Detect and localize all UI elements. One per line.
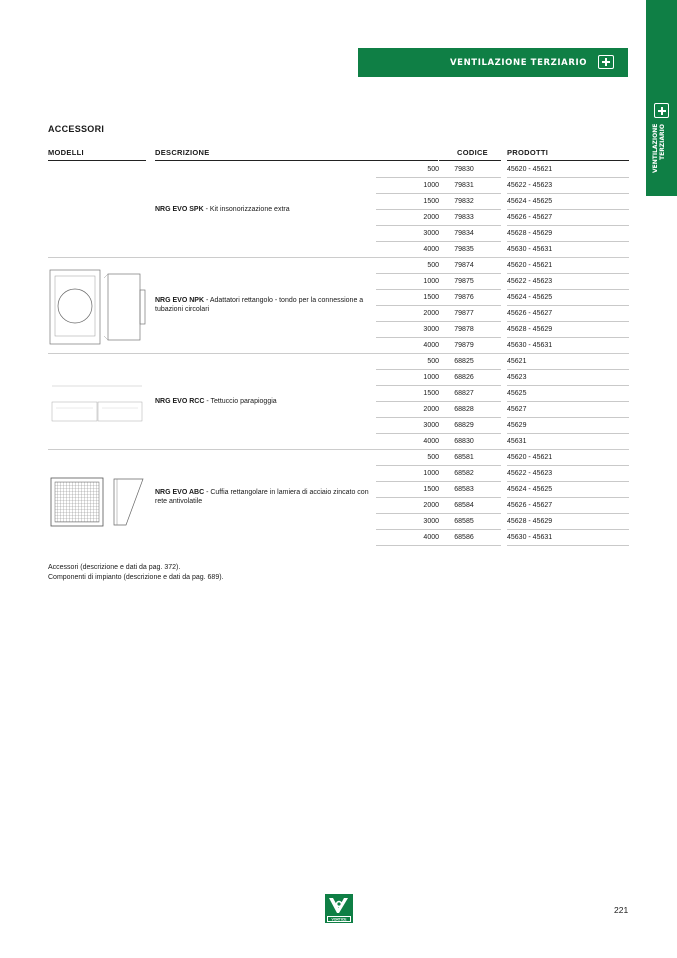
table-row [376, 386, 629, 402]
table-row [376, 194, 629, 210]
code-cell: 68584 [454, 502, 474, 509]
table-row [376, 466, 629, 482]
code-cell: 68830 [454, 438, 474, 445]
code-cell: 79876 [454, 294, 474, 301]
section-banner [358, 48, 628, 77]
size-cell: 1500 [423, 294, 439, 301]
products-cell: 45624 - 45625 [507, 198, 553, 205]
size-cell: 4000 [423, 438, 439, 445]
code-cell: 68581 [454, 454, 474, 461]
size-cell: 500 [427, 262, 439, 269]
size-cell: 2000 [423, 214, 439, 221]
code-cell: 68582 [454, 470, 474, 477]
header-rule-description [155, 160, 438, 161]
size-cell: 3000 [423, 230, 439, 237]
products-cell: 45628 - 45629 [507, 230, 553, 237]
size-cell: 2000 [423, 310, 439, 317]
products-cell: 45621 [507, 358, 527, 365]
side-tab[interactable] [646, 0, 677, 196]
note-line: Componenti di impianto (descrizione e dati da pag. 689). [48, 573, 224, 581]
table-row [376, 402, 629, 418]
products-cell: 45622 - 45623 [507, 278, 553, 285]
code-cell: 79874 [454, 262, 474, 269]
products-cell: 45629 [507, 422, 527, 429]
code-cell: 79830 [454, 166, 474, 173]
products-cell: 45626 - 45627 [507, 502, 553, 509]
size-cell: 4000 [423, 534, 439, 541]
model-name: NRG EVO RCC [155, 398, 205, 405]
size-cell: 500 [427, 166, 439, 173]
header-products: PRODOTTI [507, 148, 549, 157]
products-cell: 45620 - 45621 [507, 166, 553, 173]
header-rule-products [507, 160, 629, 161]
model-description: - Cuffia rettangolare in lamiera di acciaio zincato con rete antivolatile [155, 489, 369, 505]
header-code: CODICE [457, 148, 488, 157]
products-cell: 45626 - 45627 [507, 214, 553, 221]
vortice-logo [325, 894, 353, 923]
model-description: - Adattatori rettangolo - tondo per la connessione a tubazioni circolari [155, 297, 364, 313]
table-row [376, 226, 629, 242]
group-description [155, 206, 375, 215]
banner-title: VENTILAZIONE TERZIARIO [450, 58, 588, 68]
table-row [376, 370, 629, 386]
plus-icon [598, 55, 614, 69]
size-cell: 2000 [423, 502, 439, 509]
code-cell: 68827 [454, 390, 474, 397]
notes [48, 563, 224, 582]
table-row [376, 482, 629, 498]
size-cell: 3000 [423, 422, 439, 429]
code-cell: 68586 [454, 534, 474, 541]
code-cell: 79831 [454, 182, 474, 189]
products-cell: 45620 - 45621 [507, 262, 553, 269]
products-cell: 45620 - 45621 [507, 454, 553, 461]
side-tab-label: VENTILAZIONE TERZIARIO [652, 124, 666, 174]
products-cell: 45631 [507, 438, 527, 445]
size-cell: 4000 [423, 246, 439, 253]
products-cell: 45626 - 45627 [507, 310, 553, 317]
products-cell: 45630 - 45631 [507, 342, 553, 349]
table-row [376, 274, 629, 290]
code-cell: 79835 [454, 246, 474, 253]
code-cell: 79832 [454, 198, 474, 205]
code-cell: 79833 [454, 214, 474, 221]
size-cell: 4000 [423, 342, 439, 349]
code-cell: 68826 [454, 374, 474, 381]
table-row [376, 338, 629, 354]
row-rule [376, 545, 439, 546]
model-name: NRG EVO ABC [155, 489, 205, 496]
hood-drawing [48, 473, 148, 533]
size-cell: 500 [427, 454, 439, 461]
code-cell: 79875 [454, 278, 474, 285]
table-row [376, 178, 629, 194]
code-cell: 79834 [454, 230, 474, 237]
model-description: - Tettuccio parapioggia [204, 398, 277, 405]
table-row [376, 242, 629, 258]
code-cell: 68829 [454, 422, 474, 429]
products-cell: 45622 - 45623 [507, 182, 553, 189]
group-description [155, 398, 375, 407]
adapter-drawing [48, 268, 148, 348]
code-cell: 68825 [454, 358, 474, 365]
code-cell: 79877 [454, 310, 474, 317]
table-row [376, 530, 629, 546]
table-row [376, 498, 629, 514]
code-cell: 68585 [454, 518, 474, 525]
model-name: NRG EVO SPK [155, 206, 204, 213]
note-line: Accessori (descrizione e dati da pag. 372). [48, 564, 181, 571]
products-cell: 45625 [507, 390, 527, 397]
plus-icon [654, 103, 669, 118]
table-row [376, 354, 629, 370]
model-name: NRG EVO NPK [155, 297, 205, 304]
products-cell: 45628 - 45629 [507, 518, 553, 525]
header-rule-models [48, 160, 146, 161]
logo-text: VORTICE [331, 917, 347, 922]
size-cell: 1000 [423, 182, 439, 189]
size-cell: 3000 [423, 326, 439, 333]
model-description: - Kit insonorizzazione extra [203, 206, 290, 213]
table-row [376, 306, 629, 322]
products-cell: 45630 - 45631 [507, 534, 553, 541]
size-cell: 1500 [423, 198, 439, 205]
size-cell: 1500 [423, 486, 439, 493]
section-title: ACCESSORI [48, 124, 105, 134]
code-cell: 68583 [454, 486, 474, 493]
roof-drawing [50, 382, 145, 427]
header-description: DESCRIZIONE [155, 148, 210, 157]
products-cell: 45628 - 45629 [507, 326, 553, 333]
products-cell: 45623 [507, 374, 527, 381]
products-cell: 45624 - 45625 [507, 486, 553, 493]
row-rule [439, 545, 501, 546]
size-cell: 1000 [423, 470, 439, 477]
size-cell: 3000 [423, 518, 439, 525]
group-description [155, 297, 375, 314]
page-number: 221 [614, 905, 629, 915]
table-row [376, 450, 629, 466]
code-cell: 68828 [454, 406, 474, 413]
products-cell: 45624 - 45625 [507, 294, 553, 301]
size-cell: 500 [427, 358, 439, 365]
products-cell: 45622 - 45623 [507, 470, 553, 477]
table-row [376, 418, 629, 434]
products-cell: 45627 [507, 406, 527, 413]
table-row [376, 322, 629, 338]
size-cell: 2000 [423, 406, 439, 413]
table-row [376, 514, 629, 530]
table-row [376, 290, 629, 306]
code-cell: 79878 [454, 326, 474, 333]
table-row [376, 258, 629, 274]
table-row [376, 162, 629, 178]
header-models: MODELLI [48, 148, 84, 157]
products-cell: 45630 - 45631 [507, 246, 553, 253]
row-rule [507, 545, 629, 546]
header-rule-code [439, 160, 501, 161]
table-row [376, 210, 629, 226]
size-cell: 1000 [423, 374, 439, 381]
group-description [155, 489, 375, 506]
table-row [376, 434, 629, 450]
code-cell: 79879 [454, 342, 474, 349]
size-cell: 1500 [423, 390, 439, 397]
size-cell: 1000 [423, 278, 439, 285]
